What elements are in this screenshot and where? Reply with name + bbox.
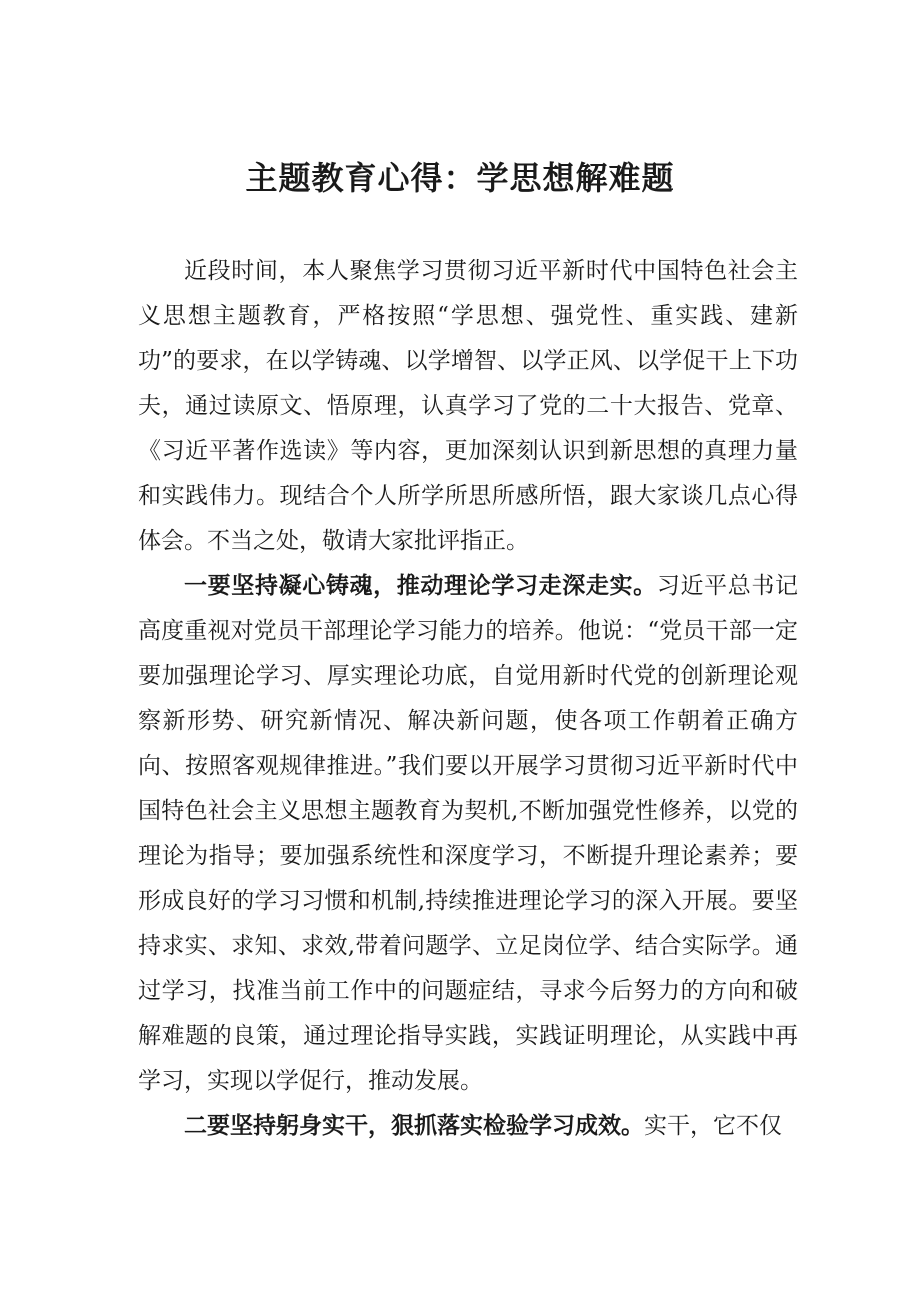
paragraph-text: 近段时间，本人聚焦学习贯彻习近平新时代中国特色社会主义思想主题教育，严格按照“学思想、强党性、重实践、建新功”的要求，在以学铸魂、以学增智、以学正风、以学促干上下功夫，通过读原文、悟原理，认真学习了党的二十大报告、党章、《习近平著作选读》等内容，更加深刻认识到新思想的真理力量和实践伟力。现结合个人所学所思所感所悟，跟大家谈几点心得体会。不当之处，敬请大家批评指正。	[138, 258, 798, 554]
paragraph-text: 习近平总书记高度重视对党员干部理论学习能力的培养。他说：“党员干部一定要加强理论学习、厚实理论功底，自觉用新时代党的创新理论观察新形势、研究新情况、解决新问题，使各项工作朝着正确方向、按照客观规律推进。”我们要以开展学习贯彻习近平新时代中国特色社会主义思想主题教育为契机,不断加强党性修养，以党的理论为指导；要加强系统性和深度学习，不断提升理论素养；要形成良好的学习习惯和机制,持续推进理论学习的深入开展。要坚持求实、求知、求效,带着问题学、立足岗位学、结合实际学。通过学习，找准当前工作中的问题症结，寻求今后努力的方向和破解难题的良策，通过理论指导实践，实践证明理论，从实践中再学习，实现以学促行，推动发展。	[138, 573, 799, 1094]
document-body	[138, 249, 798, 1149]
paragraph-text: 实干，它不仅	[644, 1113, 782, 1139]
document-title: 主题教育心得：学思想解难题	[245, 159, 675, 197]
paragraph-point-two	[138, 1104, 798, 1149]
paragraph-intro	[138, 249, 798, 564]
paragraph-lead: 一要坚持凝心铸魂，推动理论学习走深走实。	[184, 573, 657, 599]
paragraph-lead: 二要坚持躬身实干，狠抓落实检验学习成效。	[184, 1113, 644, 1139]
paragraph-point-one	[138, 564, 798, 1104]
